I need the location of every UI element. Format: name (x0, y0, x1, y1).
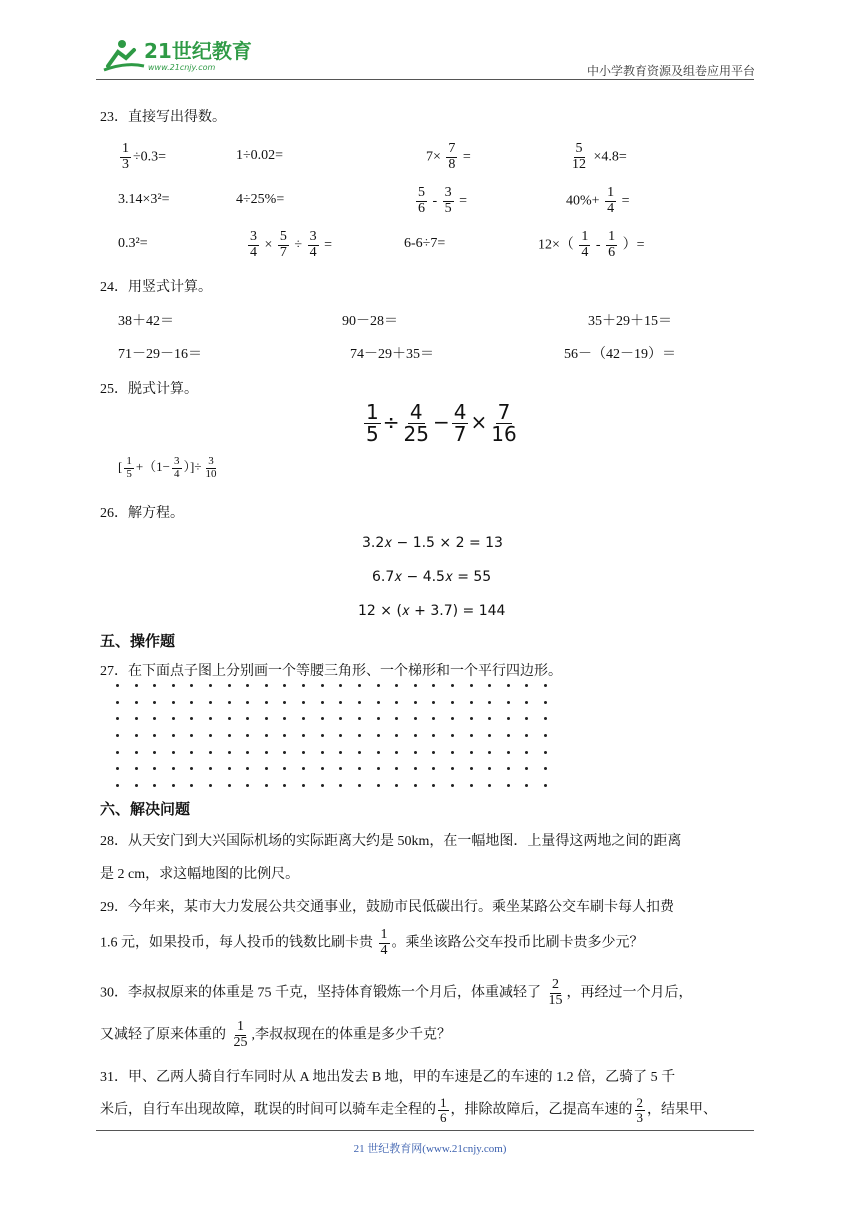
grid-dot (525, 767, 528, 770)
grid-dot (339, 717, 342, 720)
q23-r3-c4: 12×（ $\frac{1}{4}$ - $\frac{1}{6}$ ）= (538, 229, 645, 260)
grid-dot (507, 717, 510, 720)
grid-dot (172, 717, 175, 720)
grid-dot (265, 734, 268, 737)
grid-dot (265, 701, 268, 704)
grid-dot (395, 734, 398, 737)
grid-dot (544, 734, 547, 737)
q26-eq3: 12 × (𝑥 + 3.7) = 144 (358, 603, 506, 619)
grid-dot (395, 701, 398, 704)
grid-dot (544, 784, 547, 787)
q29-line2: 1.6 元，如果投币，每人投币的钱数比刷卡贵 $\frac{1}{4}$ 。乘坐该路公交车投币比刷卡贵多少元？ (100, 927, 644, 958)
grid-dot (358, 701, 361, 704)
grid-dot (451, 684, 454, 687)
grid-dot (414, 734, 417, 737)
grid-dot (395, 767, 398, 770)
grid-dot (283, 767, 286, 770)
grid-dot (321, 717, 324, 720)
grid-dot (321, 684, 324, 687)
grid-dot (358, 734, 361, 737)
grid-dot (377, 784, 380, 787)
grid-dot (302, 784, 305, 787)
grid-dot (525, 701, 528, 704)
grid-dot (135, 684, 138, 687)
q24-item-3: 35＋29＋15＝ (588, 314, 672, 329)
grid-dot (488, 734, 491, 737)
grid-dot (507, 751, 510, 754)
grid-dot (190, 734, 193, 737)
grid-dot (172, 751, 175, 754)
grid-dot (507, 684, 510, 687)
dot-grid[interactable] (116, 684, 548, 792)
q25-expr2: [ $\frac{1}{5}$ +（1− $\frac{3}{4}$ ）]÷ $\frac{3}{10}$ (118, 455, 217, 480)
grid-dot (432, 767, 435, 770)
grid-dot (525, 717, 528, 720)
grid-dot (246, 751, 249, 754)
grid-dot (432, 701, 435, 704)
q23-r1-c2: 1÷0.02= (236, 148, 284, 163)
grid-dot (172, 684, 175, 687)
grid-dot (358, 751, 361, 754)
grid-dot (265, 751, 268, 754)
grid-dot (172, 701, 175, 704)
grid-dot (321, 767, 324, 770)
grid-dot (432, 717, 435, 720)
q27-text: 27．在下面点子图上分别画一个等腰三角形、一个梯形和一个平行四边形。 (100, 664, 562, 679)
grid-dot (209, 684, 212, 687)
grid-dot (470, 701, 473, 704)
grid-dot (525, 784, 528, 787)
grid-dot (358, 767, 361, 770)
grid-dot (265, 684, 268, 687)
grid-dot (432, 751, 435, 754)
grid-dot (302, 701, 305, 704)
q23-r2-c1: 3.14×3²= (118, 192, 170, 207)
q24-item-2: 90－28＝ (342, 314, 398, 329)
grid-dot (339, 734, 342, 737)
grid-dot (302, 717, 305, 720)
grid-dot (321, 701, 324, 704)
site-logo (96, 36, 256, 76)
grid-dot (190, 784, 193, 787)
grid-dot (544, 684, 547, 687)
grid-dot (116, 734, 119, 737)
grid-dot (172, 767, 175, 770)
q24-item-1: 38＋42＝ (118, 314, 174, 329)
grid-dot (135, 717, 138, 720)
grid-dot (358, 784, 361, 787)
grid-dot (451, 734, 454, 737)
grid-dot (432, 734, 435, 737)
q24-item-6: 56－（42－19）＝ (564, 347, 676, 362)
grid-dot (414, 767, 417, 770)
grid-dot (209, 734, 212, 737)
grid-dot (246, 701, 249, 704)
grid-dot (525, 751, 528, 754)
q28-line2: 是 2 cm，求这幅地图的比例尺。 (100, 867, 300, 882)
grid-dot (135, 734, 138, 737)
grid-dot (228, 701, 231, 704)
grid-dot (395, 751, 398, 754)
grid-dot (377, 751, 380, 754)
grid-dot (190, 751, 193, 754)
q23-r3-c1: 0.3²= (118, 236, 148, 251)
grid-dot (153, 784, 156, 787)
grid-dot (116, 767, 119, 770)
grid-dot (377, 767, 380, 770)
section-5-heading: 五、操作题 (100, 632, 176, 650)
q23-r2-c4: 40%+ $\frac{1}{4}$ = (566, 185, 630, 216)
grid-dot (302, 684, 305, 687)
q25-expr1: $\frac{1}{5}$ ÷ $\frac{4}{25}$ − $\frac{4}{7}$ × $\frac{7}{16}$ (366, 400, 517, 446)
grid-dot (451, 751, 454, 754)
grid-dot (190, 701, 193, 704)
grid-dot (339, 701, 342, 704)
grid-dot (321, 734, 324, 737)
grid-dot (377, 717, 380, 720)
grid-dot (228, 717, 231, 720)
grid-dot (414, 751, 417, 754)
grid-dot (414, 701, 417, 704)
grid-dot (283, 684, 286, 687)
grid-dot (470, 767, 473, 770)
grid-dot (507, 784, 510, 787)
q24-item-4: 71－29－16＝ (118, 347, 202, 362)
q30-line1: 30．李叔叔原来的体重是 75 千克，坚持体育锻炼一个月后，体重减轻了 $\frac{2}{15}$ ，再经过一个月后， (100, 977, 693, 1008)
grid-dot (544, 717, 547, 720)
grid-dot (544, 767, 547, 770)
grid-dot (544, 701, 547, 704)
grid-dot (507, 701, 510, 704)
q23-r2-c2: 4÷25%= (236, 192, 285, 207)
grid-dot (246, 784, 249, 787)
q26-title: 26．解方程。 (100, 506, 184, 521)
grid-dot (209, 751, 212, 754)
grid-dot (488, 767, 491, 770)
grid-dot (153, 701, 156, 704)
q25-title: 25．脱式计算。 (100, 382, 198, 397)
logo-text: 21世纪教育 (144, 39, 252, 63)
q23-r3-c2: $\frac{3}{4}$ × $\frac{5}{7}$ ÷ $\frac{3}{4}$ = (250, 229, 332, 260)
q23-r3-c3: 6-6÷7= (404, 236, 446, 251)
q23-r2-c3: $\frac{5}{6}$ - $\frac{3}{5}$ = (418, 185, 468, 216)
grid-dot (470, 717, 473, 720)
grid-dot (116, 701, 119, 704)
grid-dot (172, 784, 175, 787)
grid-dot (135, 701, 138, 704)
grid-dot (246, 734, 249, 737)
grid-dot (470, 684, 473, 687)
q31-line1: 31．甲、乙两人骑自行车同时从 A 地出发去 B 地，甲的车速是乙的车速的 1.2 倍，乙骑了 5 千 (100, 1070, 676, 1085)
grid-dot (395, 684, 398, 687)
grid-dot (470, 751, 473, 754)
grid-dot (209, 701, 212, 704)
grid-dot (116, 784, 119, 787)
grid-dot (507, 767, 510, 770)
grid-dot (358, 684, 361, 687)
grid-dot (135, 751, 138, 754)
grid-dot (395, 784, 398, 787)
grid-dot (135, 767, 138, 770)
q23-r1-c4: $\frac{5}{12}$ ×4.8= (572, 141, 627, 172)
grid-dot (432, 684, 435, 687)
grid-dot (209, 767, 212, 770)
grid-dot (209, 784, 212, 787)
grid-dot (395, 717, 398, 720)
grid-dot (190, 767, 193, 770)
grid-dot (283, 734, 286, 737)
grid-dot (488, 701, 491, 704)
q26-eq1: 3.2𝑥 − 1.5 × 2 = 13 (362, 535, 503, 551)
grid-dot (470, 784, 473, 787)
grid-dot (135, 784, 138, 787)
grid-dot (190, 717, 193, 720)
grid-dot (302, 767, 305, 770)
grid-dot (246, 717, 249, 720)
grid-dot (209, 717, 212, 720)
grid-dot (544, 751, 547, 754)
grid-dot (283, 751, 286, 754)
q23-r1-c3: 7× $\frac{7}{8}$ = (426, 141, 471, 172)
q24-item-5: 74－29＋35＝ (350, 347, 434, 362)
grid-dot (451, 767, 454, 770)
grid-dot (228, 751, 231, 754)
grid-dot (414, 684, 417, 687)
grid-dot (488, 784, 491, 787)
grid-dot (153, 767, 156, 770)
grid-dot (116, 751, 119, 754)
grid-dot (283, 717, 286, 720)
grid-dot (246, 684, 249, 687)
grid-dot (470, 734, 473, 737)
grid-dot (116, 684, 119, 687)
grid-dot (265, 767, 268, 770)
q23-title: 23．直接写出得数。 (100, 110, 226, 125)
grid-dot (228, 784, 231, 787)
grid-dot (116, 717, 119, 720)
logo-url: www.21cnjy.com (148, 63, 216, 72)
grid-dot (265, 717, 268, 720)
header-tagline: 中小学教育资源及组卷应用平台 (586, 64, 755, 78)
grid-dot (451, 717, 454, 720)
grid-dot (488, 684, 491, 687)
grid-dot (525, 684, 528, 687)
grid-dot (321, 784, 324, 787)
grid-dot (153, 684, 156, 687)
grid-dot (414, 717, 417, 720)
grid-dot (488, 717, 491, 720)
grid-dot (302, 734, 305, 737)
q31-line2: 米后，自行车出现故障，耽误的时间可以骑车走全程的 $\frac{1}{6}$ ，排除故障后，乙提高车速的 $\frac{2}{3}$ ，结果甲、 (100, 1095, 717, 1125)
grid-dot (339, 751, 342, 754)
grid-dot (507, 734, 510, 737)
grid-dot (414, 784, 417, 787)
q23-r1-c1: $\frac{1}{3}$ ÷0.3= (122, 141, 167, 172)
q30-line2: 又减轻了原来体重的 $\frac{1}{25}$ ,李叔叔现在的体重是多少千克？ (100, 1019, 451, 1050)
grid-dot (302, 751, 305, 754)
footer-text: 21 世纪教育网(www.21cnjy.com) (353, 1143, 507, 1155)
section-6-heading: 六、解决问题 (100, 800, 191, 818)
q24-title: 24．用竖式计算。 (100, 280, 212, 295)
grid-dot (153, 717, 156, 720)
grid-dot (321, 751, 324, 754)
grid-dot (283, 701, 286, 704)
grid-dot (265, 784, 268, 787)
grid-dot (246, 767, 249, 770)
grid-dot (339, 684, 342, 687)
grid-dot (339, 767, 342, 770)
footer-divider (96, 1130, 754, 1131)
grid-dot (377, 734, 380, 737)
q28-line1: 28．从天安门到大兴国际机场的实际距离大约是 50km，在一幅地图．上量得这两地之间的距离 (100, 834, 682, 849)
grid-dot (451, 784, 454, 787)
grid-dot (228, 767, 231, 770)
grid-dot (451, 701, 454, 704)
grid-dot (153, 734, 156, 737)
grid-dot (228, 734, 231, 737)
grid-dot (172, 734, 175, 737)
grid-dot (153, 751, 156, 754)
header-divider (96, 79, 754, 80)
q26-eq2: 6.7𝑥 − 4.5𝑥 = 55 (372, 569, 492, 585)
grid-dot (358, 717, 361, 720)
grid-dot (377, 701, 380, 704)
grid-dot (283, 784, 286, 787)
grid-dot (339, 784, 342, 787)
grid-dot (488, 751, 491, 754)
q29-line1: 29．今年来，某市大力发展公共交通事业，鼓励市民低碳出行。乘坐某路公交车刷卡每人扣费 (100, 900, 674, 915)
grid-dot (228, 684, 231, 687)
grid-dot (525, 734, 528, 737)
grid-dot (190, 684, 193, 687)
grid-dot (432, 784, 435, 787)
grid-dot (377, 684, 380, 687)
